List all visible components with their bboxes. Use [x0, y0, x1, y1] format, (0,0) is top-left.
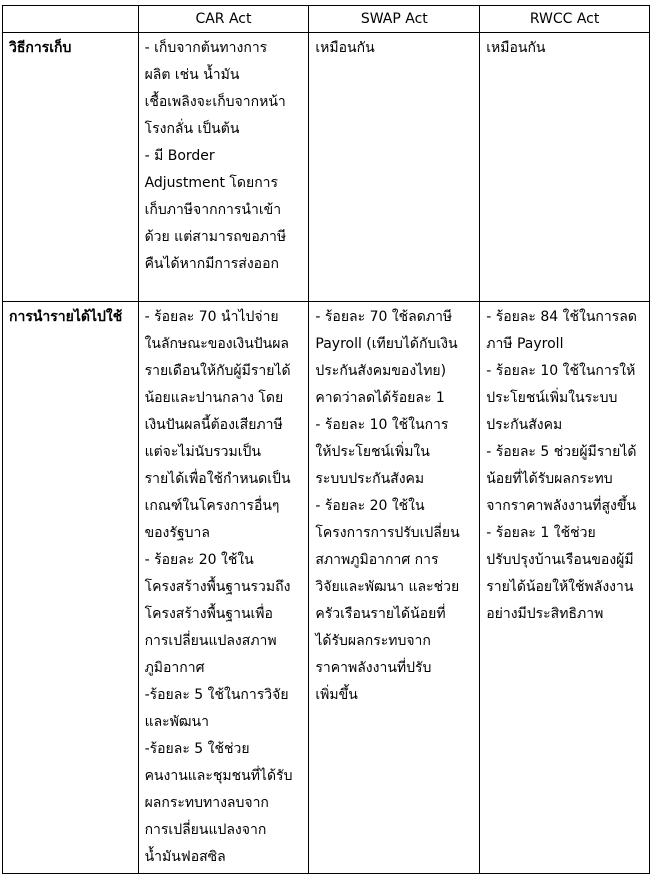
- cell-line: ครัวเรือนรายได้น้อยที่: [315, 606, 446, 622]
- cell-line: ประกันสังคมของไทย): [315, 363, 447, 379]
- cell-line: ภาษี Payroll: [486, 336, 564, 352]
- row-label: การนำรายได้ไปใช้: [9, 309, 123, 325]
- cell-line: ได้รับผลกระทบจาก: [315, 633, 431, 649]
- row-label: วิธีการเก็บ: [9, 40, 72, 56]
- cell-line: น้ำมันฟอสซิล: [144, 849, 226, 865]
- cell-line: - ร้อยละ 20 ใช้ใน: [144, 552, 254, 568]
- car-cell: [138, 33, 309, 302]
- cell-line: การเปลี่ยนแปลงสภาพ: [144, 633, 277, 649]
- cell-line: โครงสร้างพื้นฐานเพื่อ: [144, 606, 273, 622]
- cell-line: น้อยที่ได้รับผลกระทบ: [486, 471, 613, 487]
- cell-line: ให้ประโยชน์เพิ่มใน: [315, 444, 430, 460]
- cell-line: เก็บภาษีจากการนำเข้า: [144, 202, 282, 218]
- table-row-collection-method: [3, 33, 650, 302]
- header-rwcc-act: RWCC Act: [480, 6, 650, 33]
- cell-line: เชื้อเพลิงจะเก็บจากหน้า: [144, 94, 286, 110]
- cell-line: - ร้อยละ 70 ใช้ลดภาษี: [315, 309, 453, 325]
- cell-line: รายได้เพื่อใช้กำหนดเป็น: [144, 471, 291, 487]
- cell-line: วิจัยและพัฒนา และช่วย: [315, 579, 460, 595]
- header-car-act: CAR Act: [138, 6, 309, 33]
- cell-line: - มี Border: [144, 148, 215, 164]
- cell-line: จากราคาพลังงานที่สูงขึ้น: [486, 498, 637, 514]
- cell-line: เกณฑ์ในโครงการอื่นๆ: [144, 498, 280, 514]
- cell-line: คืนได้หากมีการส่งออก: [144, 256, 279, 272]
- cell-line: Payroll (เทียบได้กับเงิน: [315, 336, 458, 352]
- cell-line: และพัฒนา: [144, 714, 209, 730]
- cell-line: ราคาพลังงานที่ปรับ: [315, 660, 432, 676]
- cell-line: คาดว่าลดได้ร้อยละ 1: [315, 390, 445, 406]
- row-label-cell: [3, 33, 139, 302]
- cell-line: น้อยและปานกลาง โดย: [144, 390, 284, 406]
- cell-line: -ร้อยละ 5 ใช้ช่วย: [144, 741, 250, 757]
- cell-line: ประกันสังคม: [486, 417, 563, 433]
- cell-line: ของรัฐบาล: [144, 525, 210, 541]
- cell-line: เหมือนกัน: [315, 40, 375, 56]
- cell-line: แต่จะไม่นับรวมเป็น: [144, 444, 261, 460]
- comparison-table: [2, 5, 650, 874]
- cell-line: เหมือนกัน: [486, 40, 546, 56]
- cell-line: ปรับปรุงบ้านเรือนของผู้มี: [486, 552, 634, 568]
- cell-line: - เก็บจากต้นทางการ: [144, 40, 268, 56]
- row-label-cell: [3, 302, 139, 874]
- cell-line: รายเดือนให้กับผู้มีรายได้: [144, 363, 291, 379]
- header-topic: [3, 6, 139, 33]
- cell-line: ผลกระทบทางลบจาก: [144, 795, 269, 811]
- cell-line: คนงานและชุมชนที่ได้รับ: [144, 768, 293, 784]
- cell-line: - ร้อยละ 84 ใช้ในการลด: [486, 309, 637, 325]
- cell-line: Adjustment โดยการ: [144, 175, 279, 191]
- cell-line: ภูมิอากาศ: [144, 660, 205, 676]
- cell-line: - ร้อยละ 5 ช่วยผู้มีรายได้: [486, 444, 637, 460]
- cell-line: ระบบประกันสังคม: [315, 471, 425, 487]
- cell-line: - ร้อยละ 1 ใช้ช่วย: [486, 525, 596, 541]
- cell-line: โครงสร้างพื้นฐานรวมถึง: [144, 579, 291, 595]
- cell-line: การเปลี่ยนแปลงจาก: [144, 822, 267, 838]
- cell-line: สภาพภูมิอากาศ การ: [315, 552, 439, 568]
- rwcc-cell: [480, 302, 650, 874]
- swap-cell: [309, 33, 480, 302]
- cell-line: ในลักษณะของเงินปันผล: [144, 336, 290, 352]
- cell-line: -ร้อยละ 5 ใช้ในการวิจัย: [144, 687, 289, 703]
- cell-line: - ร้อยละ 10 ใช้ในการให้: [486, 363, 636, 379]
- car-cell: [138, 302, 309, 874]
- cell-line: - ร้อยละ 70 นำไปจ่าย: [144, 309, 279, 325]
- cell-line: เงินปันผลนี้ต้องเสียภาษี: [144, 417, 283, 433]
- swap-cell: [309, 302, 480, 874]
- cell-line: ผลิต เช่น น้ำมัน: [144, 67, 240, 83]
- cell-line: ประโยชน์เพิ่มในระบบ: [486, 390, 618, 406]
- header-row: [3, 6, 650, 33]
- cell-line: อย่างมีประสิทธิภาพ: [486, 606, 604, 622]
- cell-line: - ร้อยละ 10 ใช้ในการ: [315, 417, 449, 433]
- rwcc-cell: [480, 33, 650, 302]
- cell-line: รายได้น้อยให้ใช้พลังงาน: [486, 579, 634, 595]
- cell-line: - ร้อยละ 20 ใช้ใน: [315, 498, 425, 514]
- cell-line: โครงการการปรับเปลี่ยน: [315, 525, 460, 541]
- cell-line: ด้วย แต่สามารถขอภาษี: [144, 229, 287, 245]
- header-swap-act: SWAP Act: [309, 6, 480, 33]
- table-row-revenue-use: [3, 302, 650, 874]
- cell-line: เพิ่มขึ้น: [315, 687, 358, 703]
- cell-line: โรงกลั่น เป็นต้น: [144, 121, 240, 137]
